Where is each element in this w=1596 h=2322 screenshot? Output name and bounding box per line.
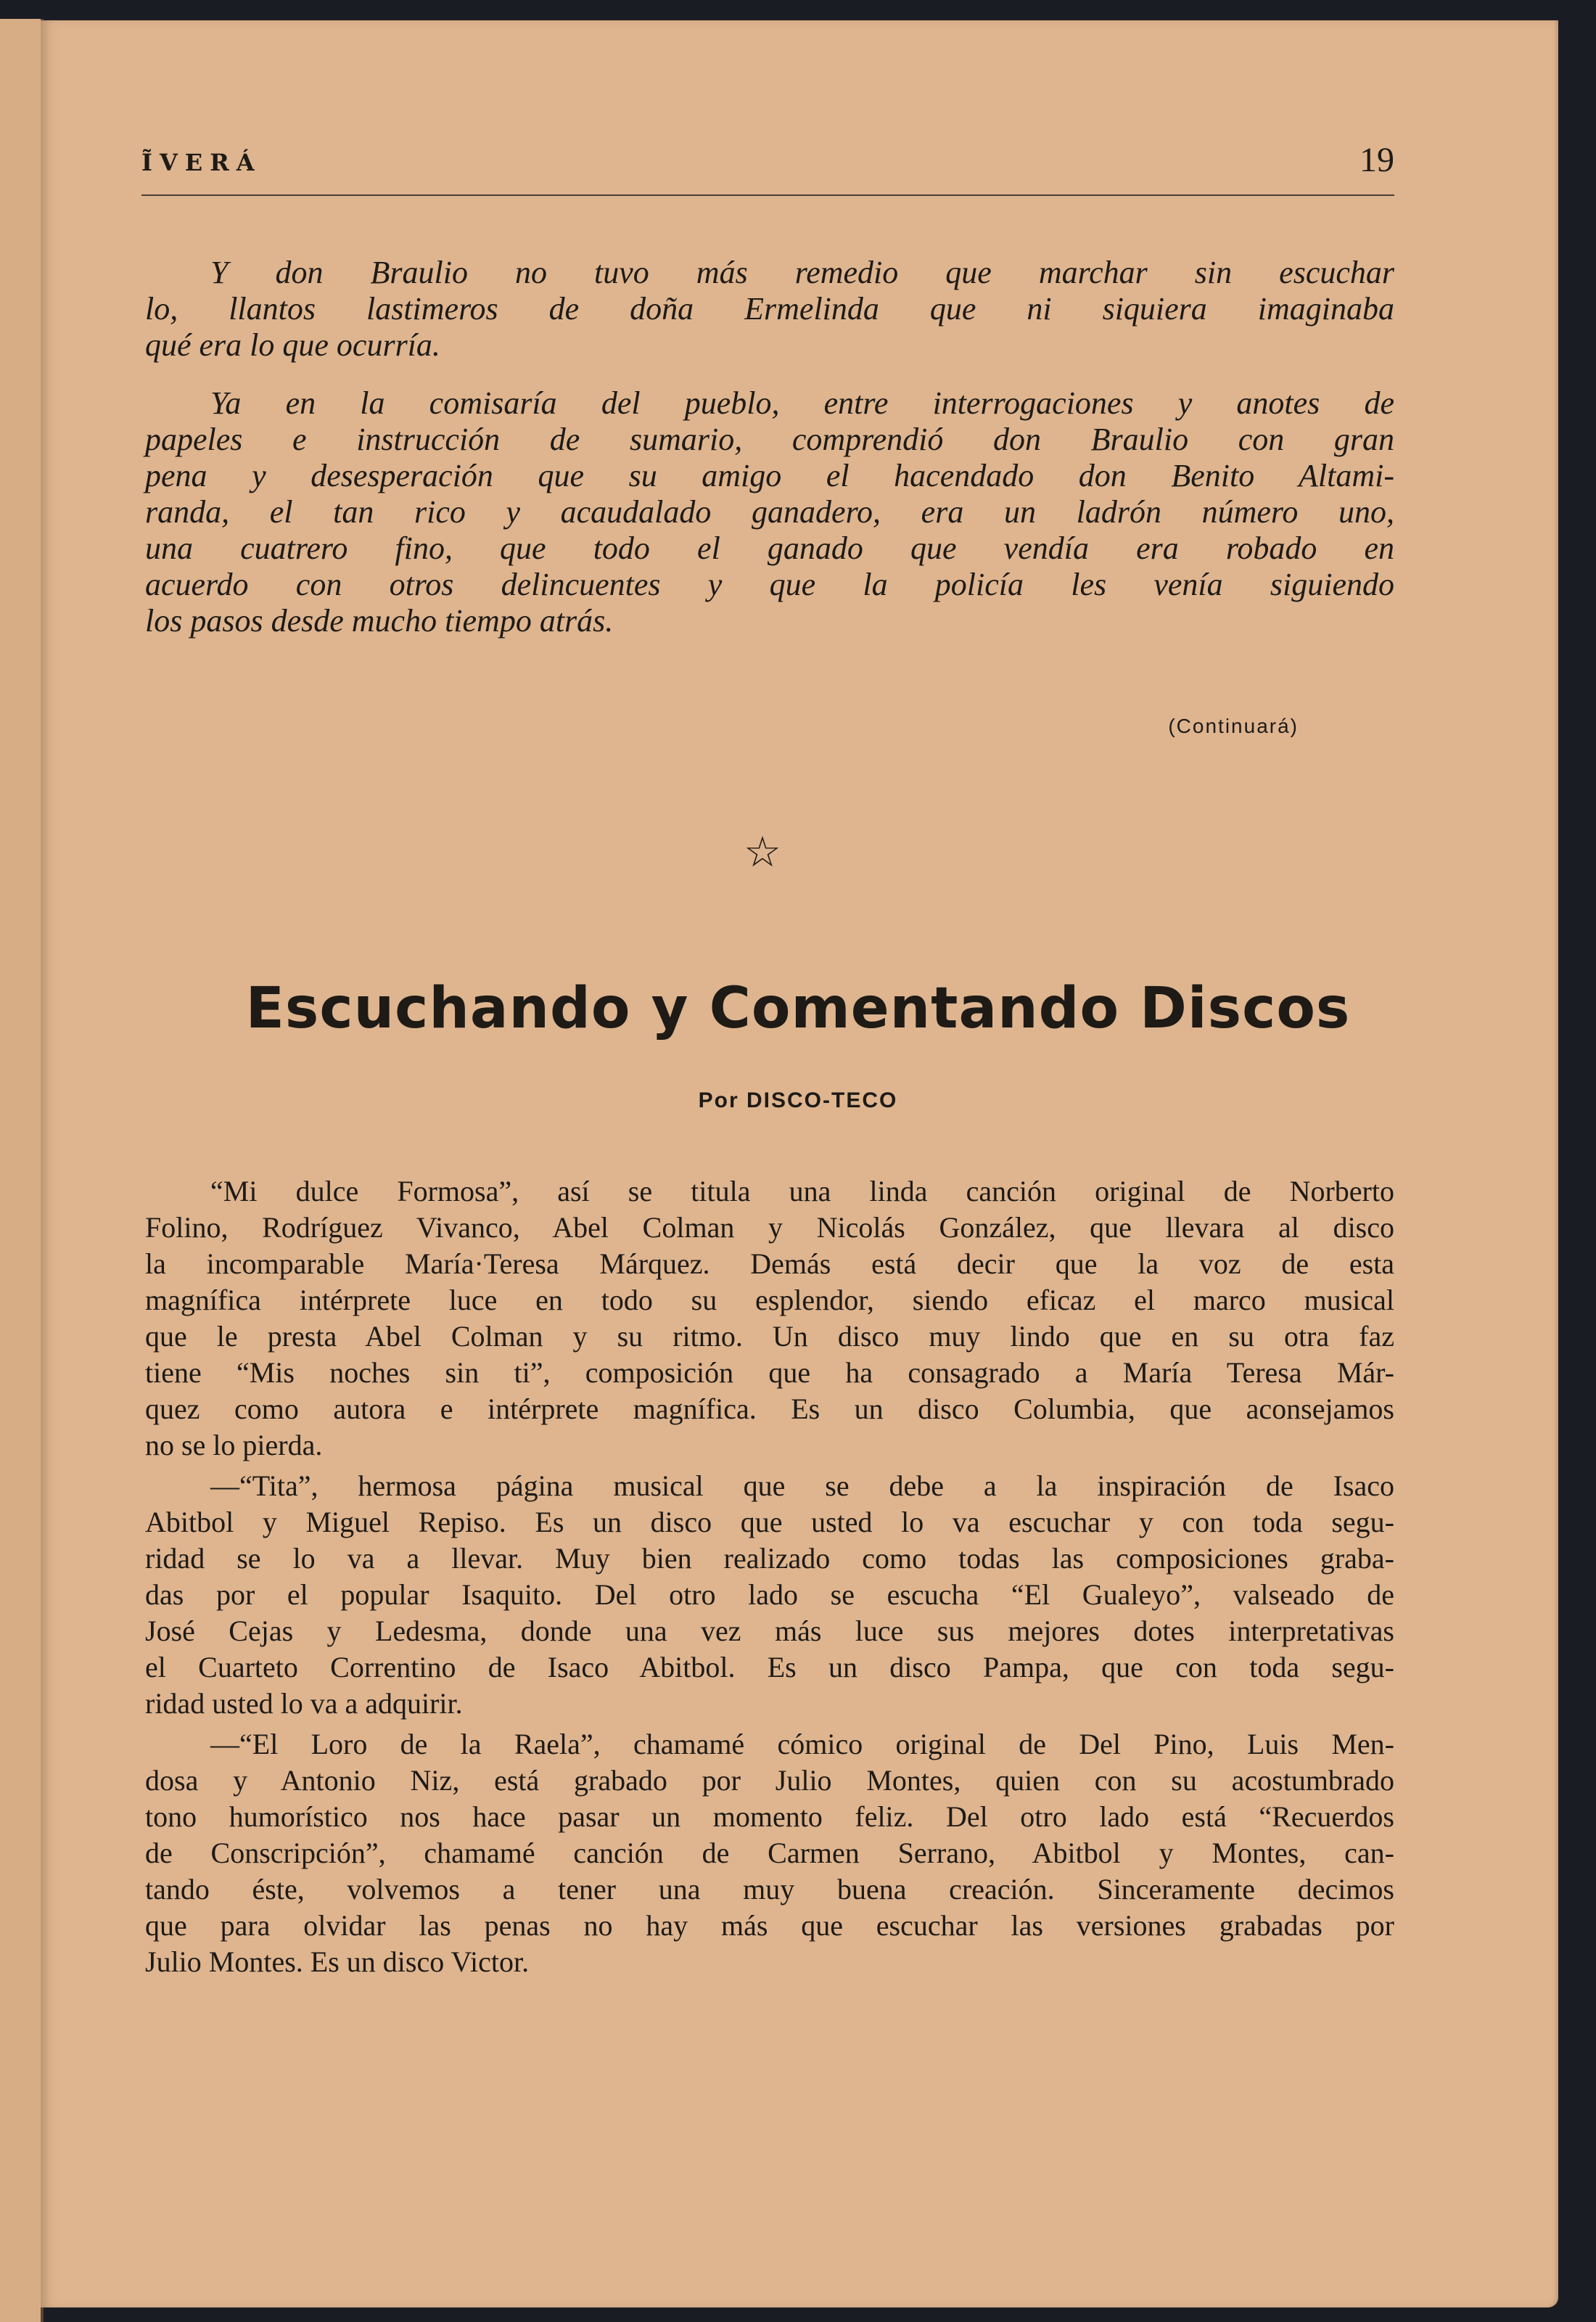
article-line: el Cuarteto Correntino de Isaco Abitbol. Es un disco Pampa, que con toda segu- — [145, 1651, 1394, 1683]
article-line: no se lo pierda. — [145, 1429, 323, 1461]
header-rule — [141, 194, 1394, 196]
story-line: randa, el tan rico y acaudalado ganadero, era un ladrón número uno, — [145, 494, 1394, 530]
story-line: Y don Braulio no tuvo más remedio que marchar sin escuchar — [210, 255, 1394, 290]
story-line: qué era lo que ocurría. — [145, 327, 440, 363]
article-line: —“Tita”, hermosa página musical que se debe a la inspiración de Isaco — [210, 1469, 1394, 1502]
article-line: la incomparable María·Teresa Márquez. Demás está decir que la voz de esta — [145, 1247, 1394, 1280]
article-line: Abitbol y Miguel Repiso. Es un disco que usted lo va escuchar y con toda segu- — [145, 1506, 1394, 1538]
article-line: Julio Montes. Es un disco Victor. — [145, 1945, 530, 1978]
article-line: que para olvidar las penas no hay más que escuchar las versiones grabadas por — [145, 1909, 1394, 1942]
story-line: Ya en la comisaría del pueblo, entre interrogaciones y anotes de — [210, 385, 1394, 421]
page-number: 19 — [1360, 141, 1394, 179]
story-line: una cuatrero fino, que todo el ganado que vendía era robado en — [145, 530, 1394, 566]
article-title: Escuchando y Comentando Discos — [245, 976, 1351, 1041]
continued-note: (Continuará) — [1168, 715, 1299, 737]
article-line: magnífica intérprete luce en todo su esplendor, siendo eficaz el marco musical — [145, 1284, 1394, 1316]
article-line: Folino, Rodríguez Vivanco, Abel Colman y Nicolás González, que llevara al disco — [145, 1211, 1394, 1244]
star-icon: ☆ — [744, 827, 781, 877]
article-line: tono humorístico nos hace pasar un momento feliz. Del otro lado está “Recuerdos — [145, 1800, 1394, 1833]
article-line: ridad se lo va a llevar. Muy bien realizado como todas las composiciones graba- — [145, 1542, 1394, 1575]
article-line: José Cejas y Ledesma, donde una vez más luce sus mejores dotes interpretativas — [145, 1615, 1394, 1647]
article-line: dosa y Antonio Niz, está grabado por Julio Montes, quien con su acostumbrado — [145, 1764, 1394, 1797]
story-line: acuerdo con otros delincuentes y que la policía les venía siguiendo — [145, 567, 1394, 602]
story-line: papeles e instrucción de sumario, comprendió don Braulio con gran — [145, 422, 1394, 457]
article-line: tando éste, volvemos a tener una muy buena creación. Sinceramente decimos — [145, 1873, 1394, 1905]
article-line: ridad usted lo va a adquirir. — [145, 1687, 463, 1720]
story-line: los pasos desde mucho tiempo atrás. — [145, 603, 614, 639]
article-line: que le presta Abel Colman y su ritmo. Un disco muy lindo que en su otra faz — [145, 1320, 1394, 1353]
article-line: quez como autora e intérprete magnífica. Es un disco Columbia, que aconsejamos — [145, 1392, 1394, 1425]
article-line: de Conscripción”, chamamé canción de Carmen Serrano, Abitbol y Montes, can- — [145, 1837, 1394, 1869]
article-line: das por el popular Isaquito. Del otro lado se escucha “El Gualeyo”, valseado de — [145, 1578, 1394, 1611]
story-line: pena y desesperación que su amigo el hacendado don Benito Altami- — [145, 458, 1394, 493]
article-line: tiene “Mis noches sin ti”, composición que ha consagrado a María Teresa Már- — [145, 1356, 1394, 1389]
article-line: —“El Loro de la Raela”, chamamé cómico original de Del Pino, Luis Men- — [210, 1728, 1394, 1760]
article-line: “Mi dulce Formosa”, así se titula una linda canción original de Norberto — [210, 1175, 1394, 1207]
running-header-title: ĨVERÁ — [141, 149, 262, 176]
article-byline: Por DISCO-TECO — [698, 1088, 898, 1112]
facing-page-edge — [0, 19, 44, 2322]
story-line: lo, llantos lastimeros de doña Ermelinda que ni siquiera imaginaba — [145, 291, 1394, 327]
